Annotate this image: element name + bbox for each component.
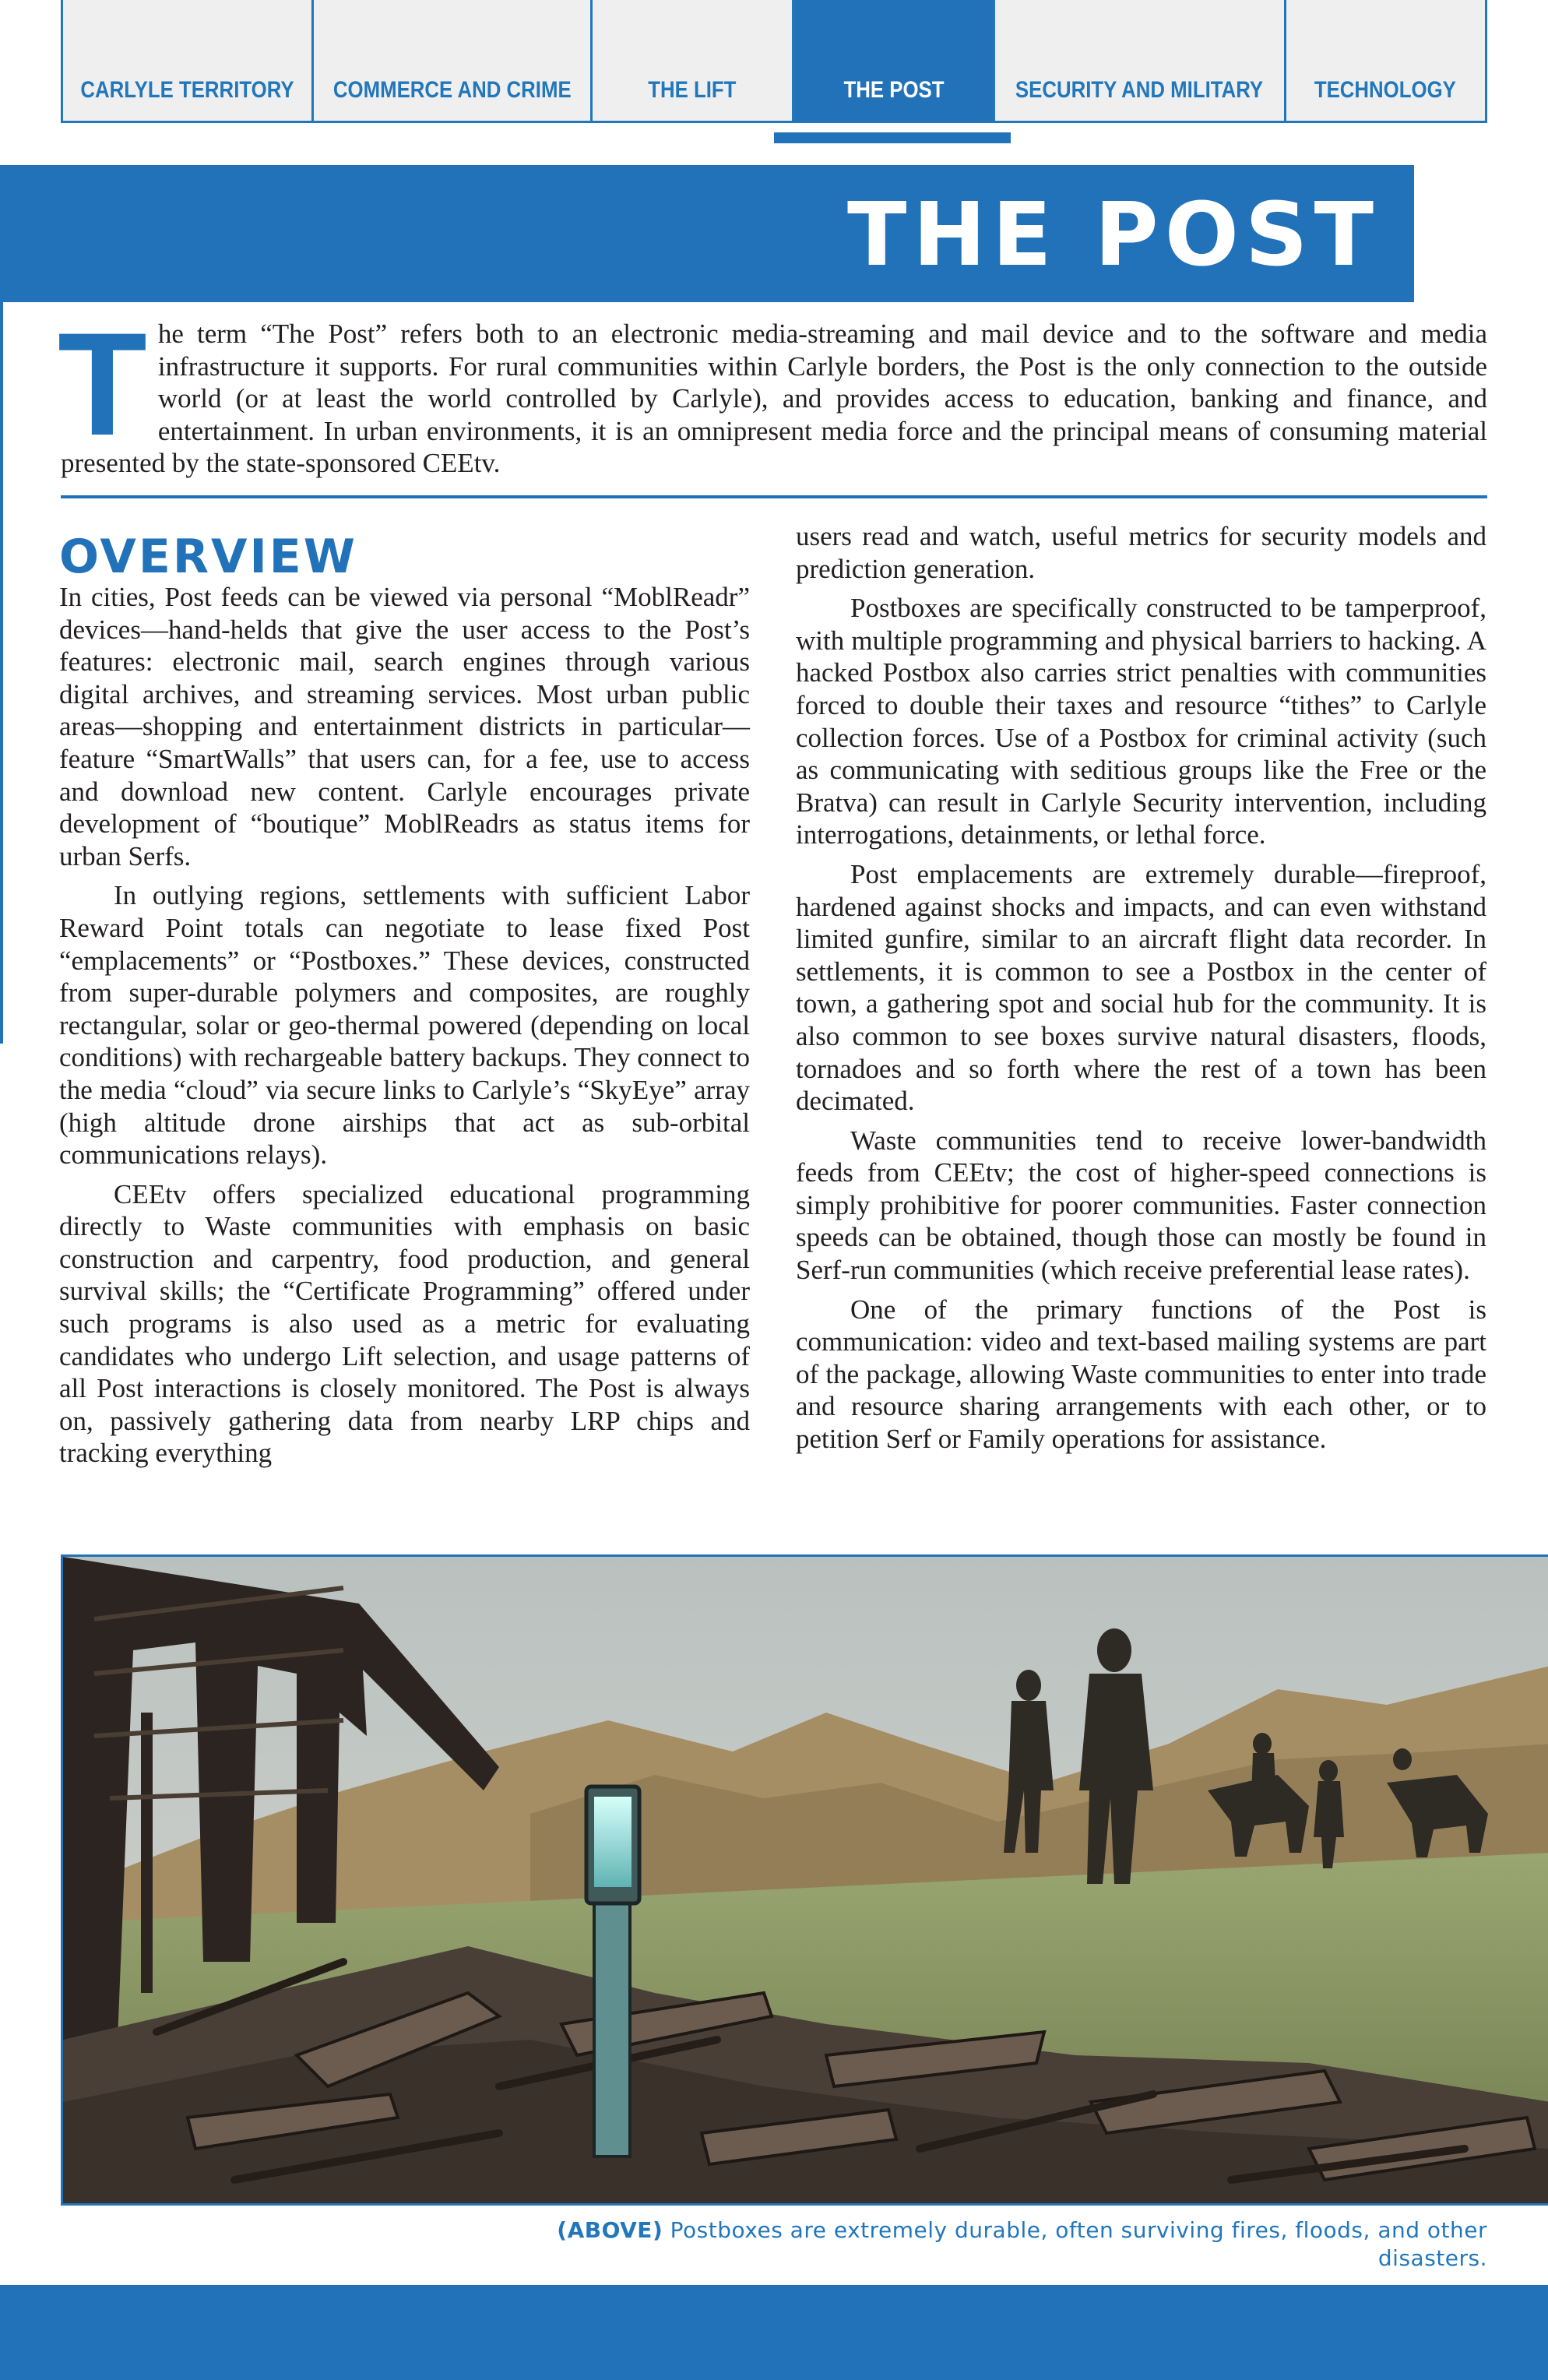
body-paragraph: users read and watch, useful metrics for security models and prediction generation. xyxy=(796,521,1486,584)
tab-label: CARLYLE TERRITORY xyxy=(80,77,294,103)
section-nav xyxy=(61,0,1487,123)
body-paragraph: One of the primary functions of the Post is communication: video and text-based mailing systems are part of the package, allowing Waste communities to enter into trade and resource sharing arrangements with each other, or to petition Serf or Family operations for assistance. xyxy=(796,1294,1486,1455)
body-paragraph: Post emplacements are extremely durable—fireproof, hardened against shocks and impacts, and can even withstand limited gunfire, similar to an aircraft flight data recorder. In settlements, it is common to see a Postbox in the center of town, a gathering spot and social hub for the community. It is also common to see boxes survive natural disasters, floods, tornadoes and so forth where the rest of a town has been decimated. xyxy=(796,858,1486,1117)
caption-label: (ABOVE) xyxy=(557,2217,663,2243)
tab-the-post[interactable] xyxy=(794,0,996,121)
section-divider xyxy=(61,495,1487,498)
column-left xyxy=(59,520,750,1470)
drop-cap: T xyxy=(58,302,147,466)
page-title: THE POST xyxy=(847,185,1380,286)
body-paragraph: In outlying regions, settlements with sufficient Labor Reward Point totals can negotiate to lease fixed Post “emplacements” or “Postboxes.” These devices, constructed from super-durable polymers and composites, are roughly rectangular, solar or geo-thermal powered (depending on local conditions) with rechargeable battery backups. They connect to the media “cloud” via secure links to Carlyle’s “SkyEye” array (high altitude drone airships that act as sub-orbital communications relays). xyxy=(59,880,751,1171)
wasteland-scene-image xyxy=(63,1557,1548,2206)
active-tab-indicator xyxy=(774,132,1011,143)
footer-bar xyxy=(0,2285,1548,2380)
tab-security-and-military[interactable] xyxy=(995,0,1286,121)
body-paragraph: In cities, Post feeds can be viewed via personal “MoblReadr” devices—hand-helds that give the user access to the Post’s features: electronic mail, search engines through various digital archives, and streaming services. Most urban public areas—shopping and entertainment districts in particular—feature “SmartWalls” that users can, for a fee, use to access and download new content. Carlyle encourages private development of “boutique” MoblReadrs as status items for urban Serfs. xyxy=(59,582,750,871)
intro-paragraph xyxy=(58,302,1487,480)
caption-text: Postboxes are extremely durable, often surviving fires, floods, and other disasters. xyxy=(663,2217,1487,2271)
body-paragraph: Postboxes are specifically constructed to be tamperproof, with multiple programming and physical barriers to hacking. A hacked Postbox also carries strict penalties with communities forced to double their taxes and resource “tithes” to Carlyle collection forces. Use of a Postbox for criminal activity (such as communicating with seditious groups like the Free or the Bratva) can result in Carlyle Security intervention, including interrogations, detainments, or lethal force. xyxy=(796,593,1486,850)
figure-caption xyxy=(475,2216,1487,2273)
postbox-illustration xyxy=(61,1554,1548,2206)
tab-carlyle-territory[interactable] xyxy=(63,0,314,121)
tab-label: THE LIFT xyxy=(648,77,737,103)
column-right xyxy=(796,520,1486,1456)
page-edge-bar xyxy=(0,299,3,1044)
overview-heading: OVERVIEW xyxy=(59,530,357,584)
tab-technology[interactable] xyxy=(1286,0,1486,121)
body-paragraph: Waste communities tend to receive lower-bandwidth feeds from CEEtv; the cost of higher-speed connections is simply prohibitive for poorer communities. Faster connection speeds can be obtained, though those can mostly be found in Serf-run communities (which receive preferential lease rates). xyxy=(796,1125,1486,1286)
body-paragraph: CEEtv offers specialized educational programming directly to Waste communities with emphasis on basic construction and carpentry, food production, and general survival skills; the “Certificate Programming” offered under such programs is also used as a metric for evaluating candidates who undergo Lift selection, and usage patterns of all Post interactions is closely monitored. The Post is always on, passively gathering data from nearby LRP chips and tracking everything xyxy=(59,1178,750,1469)
title-banner xyxy=(0,165,1414,302)
tab-label: COMMERCE AND CRIME xyxy=(332,77,572,103)
intro-text: he term “The Post” refers both to an electronic media-streaming and mail device and to the software and media infrastructure it supports. For rural communities within Carlyle borders, the Post is the only connection to the outside world (or at least the world controlled by Carlyle), and provides access to education, banking and finance, and entertainment. In urban environments, it is an omnipresent media force and the principal means of consuming material presented by the state-sponsored CEEtv. xyxy=(61,319,1487,478)
tab-commerce-and-crime[interactable] xyxy=(314,0,593,121)
tab-label: THE POST xyxy=(843,77,945,103)
tab-the-lift[interactable] xyxy=(593,0,794,121)
tab-label: TECHNOLOGY xyxy=(1314,77,1457,103)
tab-label: SECURITY AND MILITARY xyxy=(1015,77,1264,103)
